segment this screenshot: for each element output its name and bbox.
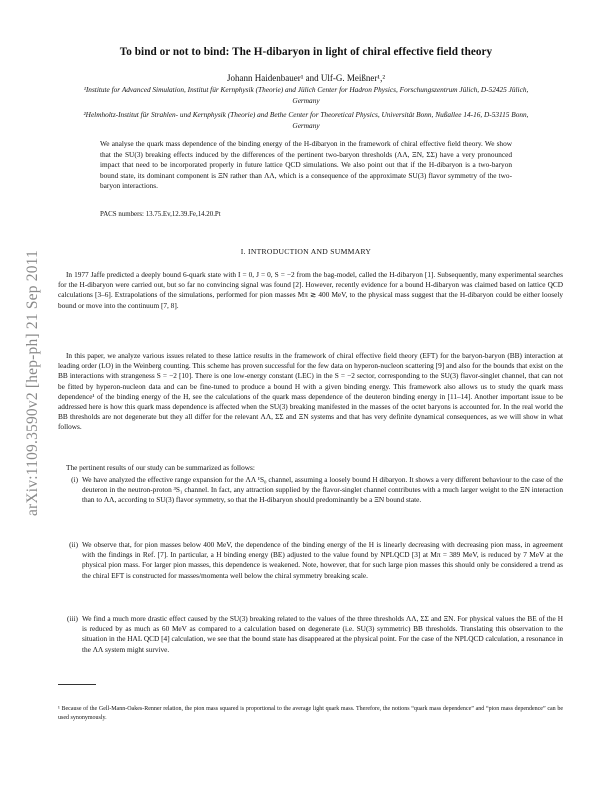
footnote: ¹ Because of the Gell-Mann-Oakes-Renner relation, the pion mass squared is proportional to the average light quark mass. Therefore, the notions “quark mass dependence” and “pion mass dependence” can be used synonymously.	[58, 706, 563, 722]
paragraph: The pertinent results of our study can be summarized as follows:	[66, 463, 255, 472]
arxiv-identifier-stamp: arXiv:1109.3590v2 [hep-ph] 21 Sep 2011	[24, 249, 41, 517]
affiliation-2: ²Helmholtz-Institut für Strahlen- und Kernphysik (Theorie) and Bethe Center for Theoretical Physics, Universität Bonn, Nußallee 14-16, D-53115 Bonn, Germany	[83, 110, 529, 130]
author-list: Johann Haidenbauer¹ and Ulf-G. Meißner¹,²	[226, 73, 386, 83]
list-marker: (iii)	[67, 614, 78, 623]
pacs-numbers: PACS numbers: 13.75.Ev,12.39.Fe,14.20.Pt	[100, 211, 221, 218]
section-heading: I. INTRODUCTION AND SUMMARY	[240, 247, 372, 256]
list-marker: (i)	[71, 475, 78, 484]
list-item-text: We observe that, for pion masses below 400 MeV, the dependence of the binding energy of the H is linearly decreasing with decreasing pion mass, in agreement with the findings in Ref. [7]. In particular, a H binding energy (BE) adjusted to the value found by NPLQCD [3] at Mπ = 389 MeV, is reduced by 7 MeV at the physical pion mass. For larger pion masses, this dependence is weakened. Note, however, that for such large pion masses this should only be considered a trend as the chiral EFT is constructed for masses/momenta well below the chiral symmetry breaking scale.	[82, 540, 563, 580]
list-item-text: We find a much more drastic effect caused by the SU(3) breaking related to the values of the three thresholds ΛΛ, ΣΣ and ΞN. For physical values the BE of the H is reduced by as much as 60 MeV as compared to a calculation based on degenerate (i.e. SU(3) symmetric) BB thresholds. Translating this observation to the situation in the HAL QCD [4] calculation, we see that the bound state has disappeared at the physical point. For the case of the NPLQCD calculation, a resonance in the ΛΛ system might survive.	[82, 614, 563, 654]
list-marker: (ii)	[69, 540, 78, 549]
paragraph: In 1977 Jaffe predicted a deeply bound 6-quark state with I = 0, J = 0, S = −2 from the bag-model, called the H-dibaryon [1]. Subsequently, many experimental searches for the H-dibaryon were carried out, but so far no convincing signal was found [2]. However, recently evidence for a bound H-dibaryon was claimed based on lattice QCD calculations [3–6]. Extrapolations of the simulations, performed for pion masses Mπ ≳ 400 MeV, to the physical mass suggest that the H-dibaryon could be either loosely bound or move into the continuum [7, 8].	[58, 270, 563, 310]
footnote-divider	[58, 684, 96, 685]
paragraph: In this paper, we analyze various issues related to these lattice results in the framework of chiral effective field theory (EFT) for the baryon-baryon (BB) interaction at leading order (LO) in the Weinberg counting. This scheme has proven successful for the few data on hyperon-nucleon scattering [9] and also for the bounds that exist on the BB interactions with strangeness S = −2 [10]. There is one low-energy constant (LEC) in the S = −2 sector, corresponding to the SU(3) flavor-singlet channel, that can not be fitted by hyperon-nucleon data and can be fine-tuned to produce a bound H with a given binding energy. This framework also allows us to study the quark mass dependence¹ of the binding energy of the H, see the calculations of the quark mass dependence of the deuteron binding energy in [11–14]. Another important issue to be addressed here is how this quark mass dependence is affected when the SU(3) breaking manifested in the masses of the octet baryons is accounted for. In the real world the BB thresholds are not degenerate but they all differ for the relevant ΛΛ, ΣΣ and ΞN systems and that has very definite dynamical consequences, as we will show in what follows.	[58, 351, 563, 432]
affiliation-1: ¹Institute for Advanced Simulation, Institut für Kernphysik (Theorie) and Jülich Center for Hadron Physics, Forschungszentrum Jülich, D-52425 Jülich, Germany	[83, 85, 529, 105]
paper-title: To bind or not to bind: The H-dibaryon in light of chiral effective field theory	[119, 46, 493, 58]
list-item-text: We have analyzed the effective range expansion for the ΛΛ ¹S₀ channel, assuming a loosely bound H dibaryon. It shows a very different behaviour to the case of the deuteron in the neutron-proton ³S₁ channel. In fact, any attraction supplied by the flavor-singlet channel contributes with a much larger weight to the ΞN interaction than to ΛΛ, according to SU(3) flavor symmetry, so that the H-dibaryon should predominantly be a ΞN bound state.	[82, 475, 563, 505]
abstract: We analyse the quark mass dependence of the binding energy of the H-dibaryon in the framework of chiral effective field theory. We show that the SU(3) breaking effects induced by the differences of the pertinent two-baryon thresholds (ΛΛ, ΞN, ΣΣ) have a very pronounced impact that need to be incorporated properly in future lattice QCD simulations. We also point out that if the H-dibaryon is a two-baryon bound state, its dominant component is ΞN rather than ΛΛ, which is a consequence of the approximate SU(3) flavor symmetry of the two-baryon interactions.	[100, 139, 512, 190]
